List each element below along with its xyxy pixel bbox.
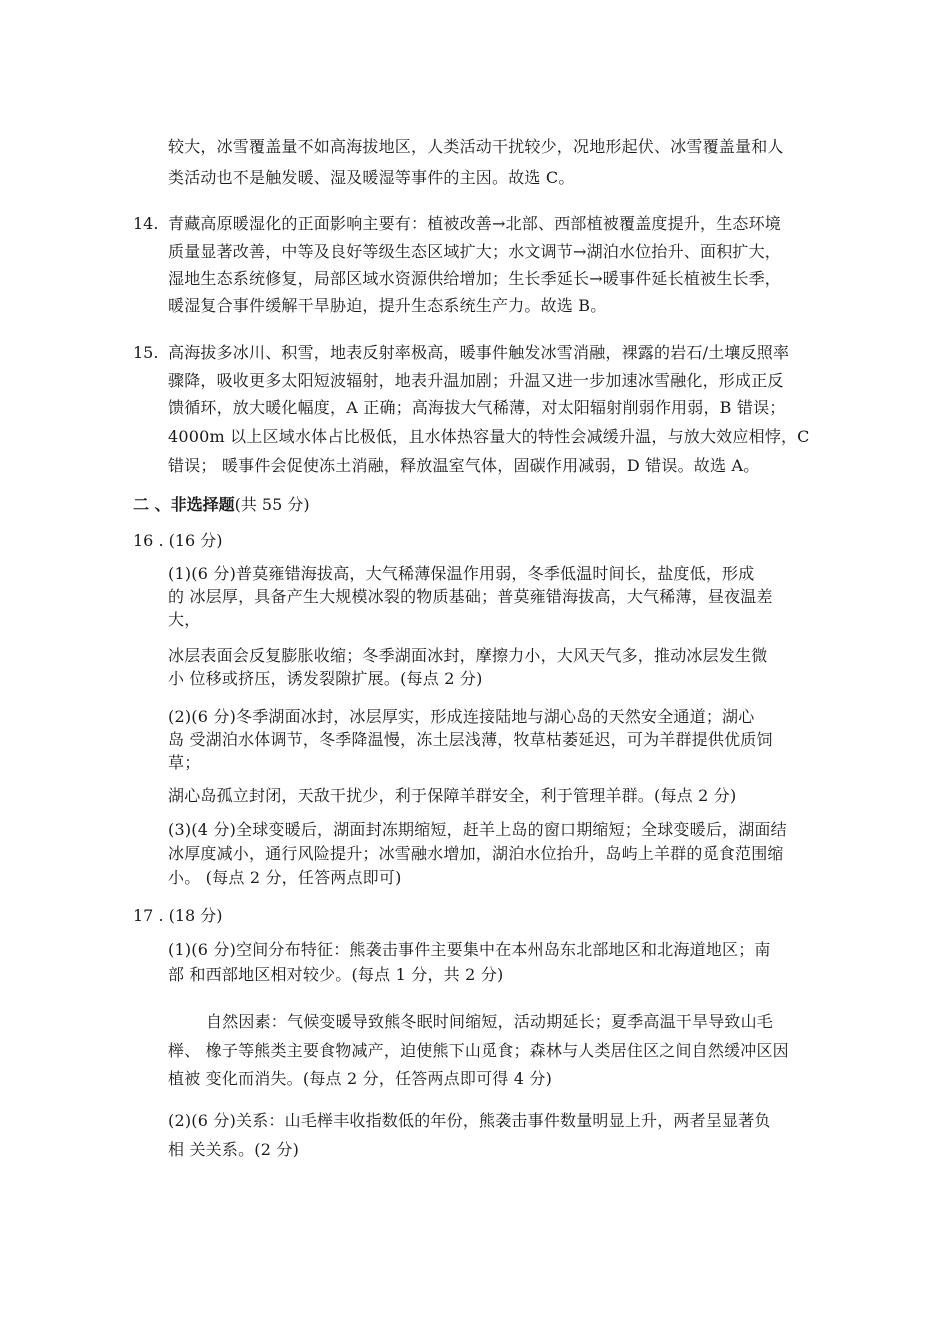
q16-header: 16 . (16 分)	[133, 531, 223, 550]
section-score: (共 55 分)	[234, 495, 310, 514]
section-prefix: 二 、	[133, 495, 171, 514]
q16-line-5: 小 位移或挤压，诱发裂隙扩展。(每点 2 分)	[168, 669, 483, 688]
q17-line-5: 植被 变化而消失。(每点 2 分，任答两点即可得 4 分)	[168, 1069, 553, 1088]
q15-line-3: 馈循环，放大暖化幅度，A 正确；高海拔大气稀薄，对太阳辐射削弱作用弱，B 错误；	[168, 398, 786, 417]
q17-header: 17 . (18 分)	[133, 906, 223, 925]
q16-line-2: 的 冰层厚，具备产生大规模冰裂的物质基础；普莫雍错海拔高，大气稀薄，昼夜温差	[168, 587, 773, 606]
q17-line-4: 榉、 橡子等熊类主要食物减产，迫使熊下山觅食；森林与人类居住区之间自然缓冲区因	[168, 1041, 789, 1060]
q16-line-3: 大，	[168, 610, 201, 629]
q16-line-12: 小。 (每点 2 分，任答两点即可)	[168, 868, 402, 887]
q15-line-5: 错误； 暖事件会促使冻土消融，释放温室气体，固碳作用减弱，D 错误。故选 A。	[168, 456, 760, 475]
section-heading	[133, 495, 310, 515]
q14-number: 14.	[133, 214, 159, 233]
q17-line-2: 部 和西部地区相对较少。(每点 1 分，共 2 分)	[168, 965, 504, 984]
q17-line-6: (2)(6 分)关系：山毛榉丰收指数低的年份，熊袭击事件数量明显上升，两者呈显著负	[168, 1111, 771, 1130]
q13-line-1: 较大，冰雪覆盖量不如高海拔地区，人类活动干扰较少，况地形起伏、冰雪覆盖量和人	[168, 137, 784, 156]
q15-line-2: 骤降，吸收更多太阳短波辐射，地表升温加剧；升温又进一步加速冰雪融化，形成正反	[168, 371, 784, 390]
q16-line-10: (3)(4 分)全球变暖后，湖面封冻期缩短，赶羊上岛的窗口期缩短；全球变暖后，湖面结	[168, 820, 787, 839]
q16-line-4: 冰层表面会反复膨胀收缩；冬季湖面冰封，摩擦力小，大风天气多，推动冰层发生微	[168, 646, 768, 665]
q15-line-1: 高海拔多冰川、积雪，地表反射率极高，暖事件触发冰雪消融，裸露的岩石/土壤反照率	[168, 343, 790, 362]
q14-line-4: 暖湿复合事件缓解干旱胁迫，提升生态系统生产力。故选 B。	[168, 296, 607, 315]
q16-line-7: 岛 受湖泊水体调节，冬季降温慢，冻土层浅薄，牧草枯萎延迟，可为羊群提供优质饲	[168, 730, 773, 749]
q14-line-2: 质量显著改善，中等及良好等级生态区域扩大；水文调节→湖泊水位抬升、面积扩大，	[168, 242, 782, 261]
q15-line-4: 4000m 以上区域水体占比极低，且水体热容量大的特性会减缓升温，与放大效应相悖，C	[168, 427, 810, 446]
section-title: 非选择题	[170, 495, 235, 514]
q17-line-7: 相 关关系。(2 分)	[168, 1140, 300, 1159]
q17-line-3: 自然因素：气候变暖导致熊冬眠时间缩短，活动期延长；夏季高温干旱导致山毛	[206, 1012, 774, 1031]
q15-number: 15.	[133, 343, 159, 362]
q17-line-1: (1)(6 分)空间分布特征：熊袭击事件主要集中在本州岛东北部地区和北海道地区；南	[168, 940, 771, 959]
q14-line-3: 湿地生态系统修复，局部区域水资源供给增加；生长季延长→暖事件延长植被生长季，	[168, 269, 782, 288]
q16-line-8: 草；	[168, 753, 201, 772]
q14-line-1: 青藏高原暖湿化的正面影响主要有：植被改善→北部、西部植被覆盖度提升，生态环境	[168, 214, 782, 233]
q13-line-2: 类活动也不是触发暖、湿及暖湿等事件的主因。故选 C。	[168, 168, 575, 187]
q16-line-6: (2)(6 分)冬季湖面冰封，冰层厚实，形成连接陆地与湖心岛的天然安全通道；湖心	[168, 707, 755, 726]
q16-line-11: 冰厚度减小，通行风险提升；冰雪融水增加，湖泊水位抬升，岛屿上羊群的觅食范围缩	[168, 844, 784, 863]
q16-line-1: (1)(6 分)普莫雍错海拔高，大气稀薄保温作用弱，冬季低温时间长，盐度低，形成	[168, 564, 755, 583]
q16-line-9: 湖心岛孤立封闭，天敌干扰少，利于保障羊群安全，利于管理羊群。(每点 2 分)	[168, 786, 737, 805]
